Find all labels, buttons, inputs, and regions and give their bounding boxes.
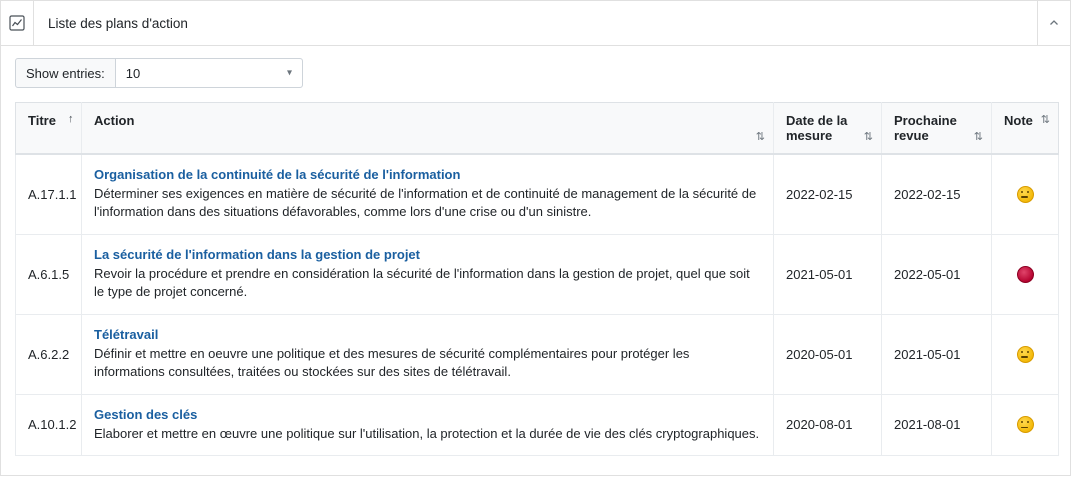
chart-icon <box>1 1 34 45</box>
sort-indicator-titre: ↑ <box>68 113 74 125</box>
cell-titre[interactable]: A.6.1.5 <box>16 234 82 314</box>
table-row[interactable] <box>16 234 1059 314</box>
action-title-link[interactable]: Télétravail <box>94 326 159 342</box>
panel-body <box>1 46 1070 475</box>
cell-note <box>992 234 1059 314</box>
chevron-down-icon: ▾ <box>286 67 292 79</box>
cell-titre[interactable]: A.6.2.2 <box>16 314 82 394</box>
neutral-face-icon <box>1017 186 1034 203</box>
cell-titre[interactable]: A.10.1.2 <box>16 394 82 455</box>
column-header-titre-label: Titre <box>28 113 56 128</box>
column-header-date-mesure-label: Date de la mesure <box>786 113 848 143</box>
cell-action <box>82 234 774 314</box>
cell-note <box>992 394 1059 455</box>
cell-action <box>82 154 774 234</box>
table-row[interactable] <box>16 394 1059 455</box>
column-header-note-label: Note <box>1004 113 1033 128</box>
cell-prochaine-revue[interactable]: 2022-05-01 <box>882 234 992 314</box>
show-entries-select[interactable] <box>116 59 302 87</box>
action-description: Revoir la procédure et prendre en considération la sécurité de l'information dans la gestion de projet, quel que soit le type de projet concerné. <box>94 265 750 300</box>
sort-indicator-note: ⇅ <box>1040 114 1050 126</box>
cell-action <box>82 394 774 455</box>
show-entries-control <box>15 58 303 88</box>
sort-indicator-date-mesure: ⇅ <box>863 131 873 143</box>
cell-date-mesure[interactable]: 2021-05-01 <box>774 234 882 314</box>
show-entries-label: Show entries: <box>16 59 116 87</box>
cell-date-mesure[interactable]: 2020-08-01 <box>774 394 882 455</box>
column-header-action-label: Action <box>94 113 135 128</box>
action-title-link[interactable]: Organisation de la continuité de la sécurité de l'information <box>94 167 461 182</box>
action-description: Elaborer et mettre en œuvre une politique sur l'utilisation, la protection et la durée de vie des clés cryptographiques. <box>94 425 760 441</box>
cell-prochaine-revue[interactable]: 2022-02-15 <box>882 154 992 234</box>
cell-note <box>992 154 1059 234</box>
cell-date-mesure[interactable]: 2020-05-01 <box>774 314 882 394</box>
chevron-up-icon[interactable] <box>1037 1 1070 45</box>
panel-header <box>1 1 1070 46</box>
action-description: Déterminer ses exigences en matière de sécurité de l'information et de continuité de management de la sécurité de l'information dans des situations défavorables, comme lors d'une crise ou d'un sinistre. <box>94 186 757 220</box>
column-header-titre[interactable] <box>16 103 82 155</box>
table-header-row <box>16 103 1059 155</box>
action-description: Définir et mettre en oeuvre une politique et des mesures de sécurité complémentaires pour protéger les informations consultées, traitées ou stockées sur des sites de télétravail. <box>94 345 690 380</box>
show-entries-value: 10 <box>125 65 141 81</box>
column-header-note[interactable] <box>992 103 1059 155</box>
action-plan-table <box>15 102 1059 456</box>
sort-indicator-action: ⇅ <box>755 131 765 143</box>
column-header-prochaine-revue-label: Prochaine revue <box>894 113 957 143</box>
action-title-link[interactable]: La sécurité de l'information dans la gestion de projet <box>94 246 420 262</box>
cell-titre[interactable]: A.17.1.1 <box>16 154 82 234</box>
cell-action <box>82 314 774 394</box>
cell-prochaine-revue[interactable]: 2021-05-01 <box>882 314 992 394</box>
table-row[interactable] <box>16 314 1059 394</box>
table-row[interactable] <box>16 154 1059 234</box>
sort-indicator-prochaine-revue: ⇅ <box>973 131 983 143</box>
neutral-face-icon <box>1017 416 1034 433</box>
cell-prochaine-revue[interactable]: 2021-08-01 <box>882 394 992 455</box>
neutral-face-icon <box>1017 346 1034 363</box>
cell-note <box>992 314 1059 394</box>
cell-date-mesure[interactable]: 2022-02-15 <box>774 154 882 234</box>
column-header-action[interactable] <box>82 103 774 155</box>
column-header-date-mesure[interactable] <box>774 103 882 155</box>
column-header-prochaine-revue[interactable] <box>882 103 992 155</box>
page-title: Liste des plans d'action <box>48 15 188 31</box>
red-face-icon <box>1017 266 1034 283</box>
action-title-link[interactable]: Gestion des clés <box>94 406 198 422</box>
